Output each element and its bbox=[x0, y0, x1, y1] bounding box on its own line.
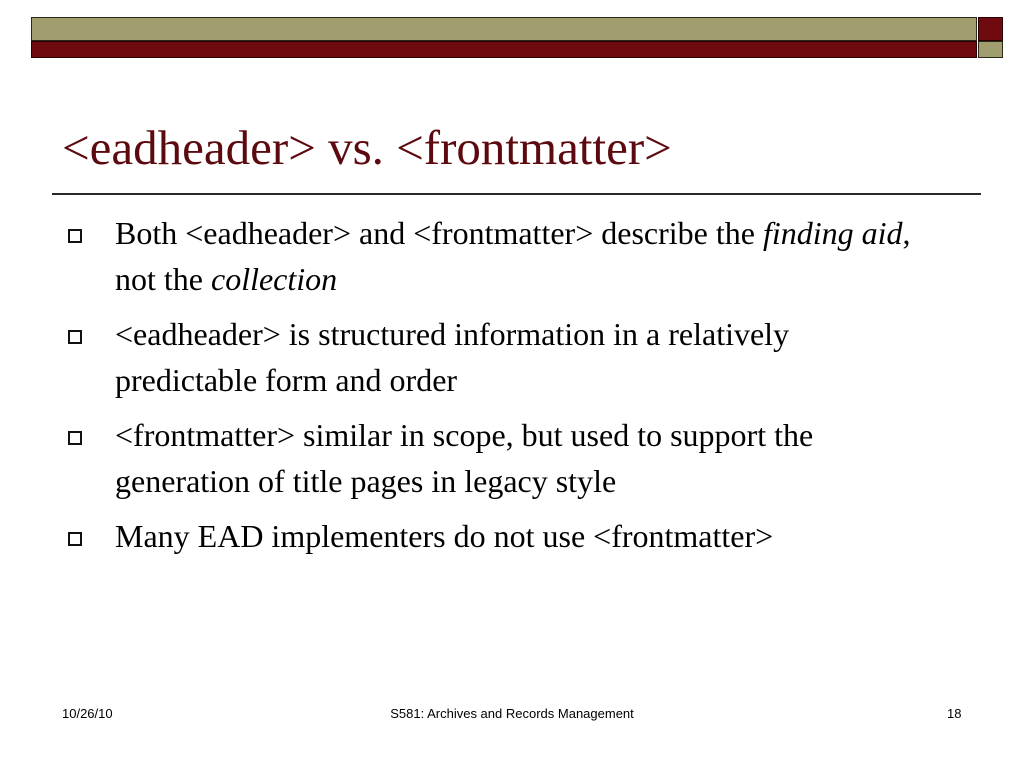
header-corner-olive bbox=[978, 41, 1003, 58]
bullet-item bbox=[60, 513, 920, 559]
bullet-text-emphasis: collection bbox=[210, 261, 338, 297]
hollow-square-bullet-icon bbox=[68, 532, 82, 546]
bullet-text-segment: <frontmatter> similar in scope, but used to support the generation of title pages in legacy style bbox=[115, 417, 814, 499]
hollow-square-bullet-icon bbox=[68, 229, 82, 243]
footer-page-number: 18 bbox=[947, 706, 962, 721]
bullet-item bbox=[60, 412, 920, 504]
header-corner-maroon bbox=[978, 17, 1003, 41]
bullet-list bbox=[60, 210, 920, 568]
slide-title: <eadheader> vs. <frontmatter> bbox=[62, 120, 672, 175]
title-divider bbox=[52, 193, 981, 195]
footer-date: 10/26/10 bbox=[62, 706, 113, 721]
bullet-text-segment: <eadheader> is structured information in a relatively predictable form and order bbox=[115, 316, 790, 398]
footer-course-title: S581: Archives and Records Management bbox=[390, 706, 634, 721]
hollow-square-bullet-icon bbox=[68, 431, 82, 445]
header-band-olive bbox=[31, 17, 977, 41]
hollow-square-bullet-icon bbox=[68, 330, 82, 344]
bullet-text-segment: Both <eadheader> and <frontmatter> describe the bbox=[115, 215, 763, 251]
bullet-text-segment: Many EAD implementers do not use <frontmatter> bbox=[115, 518, 774, 554]
bullet-item bbox=[60, 311, 920, 403]
header-band-maroon bbox=[31, 41, 977, 58]
bullet-item bbox=[60, 210, 920, 302]
bullet-text-emphasis: finding aid bbox=[762, 215, 903, 251]
bullet-text-segment: , not the bbox=[115, 215, 911, 297]
